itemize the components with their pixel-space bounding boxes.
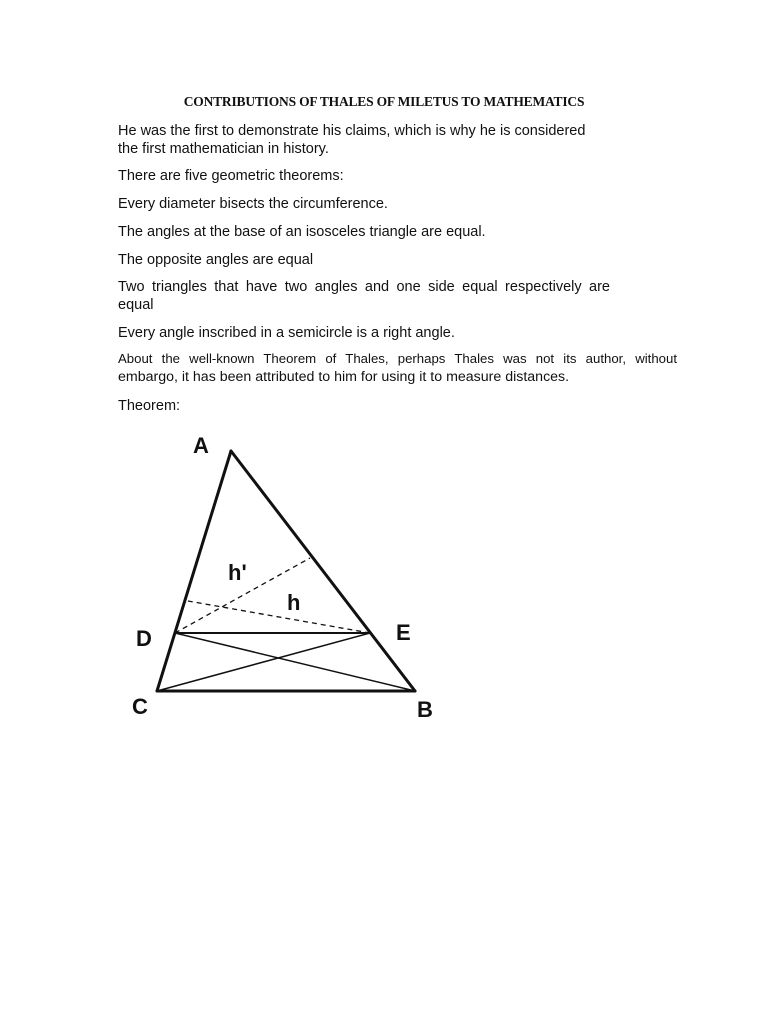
label-d: D xyxy=(136,626,152,651)
height-h xyxy=(188,601,370,633)
paragraph-first-mathematician xyxy=(118,122,585,158)
theorem-heading: Theorem: xyxy=(118,398,181,414)
label-c: C xyxy=(132,694,148,719)
paragraph-line: He was the first to demonstrate his claims, which is why he is considered xyxy=(118,123,586,139)
paragraph-line: About the well-known Theorem of Thales, perhaps Thales was not its author, without xyxy=(118,351,677,366)
side-ab xyxy=(231,451,415,691)
label-a: A xyxy=(193,433,209,458)
theorem-isosceles: The angles at the base of an isosceles triangle are equal. xyxy=(118,224,486,240)
theorem-diameter: Every diameter bisects the circumference. xyxy=(118,196,388,212)
label-h-prime: h' xyxy=(228,560,247,585)
label-b: B xyxy=(417,697,433,722)
side-ac xyxy=(157,451,231,691)
theorem-congruent-triangles xyxy=(118,278,610,314)
document-title: CONTRIBUTIONS OF THALES OF MILETUS TO MATHEMATICS xyxy=(183,94,585,109)
paragraph-line: embargo, it has been attributed to him for using it to measure distances. xyxy=(118,369,570,385)
paragraph-line: equal xyxy=(118,297,154,313)
label-e: E xyxy=(396,620,411,645)
segment-ec xyxy=(157,633,370,691)
theorem-semicircle: Every angle inscribed in a semicircle is a right angle. xyxy=(118,325,455,341)
paragraph-line: Two triangles that have two angles and one side equal respectively are xyxy=(118,279,610,295)
label-h: h xyxy=(287,590,301,615)
thales-triangle-diagram xyxy=(120,425,450,725)
paragraph-five-theorems: There are five geometric theorems: xyxy=(118,168,344,184)
paragraph-line: the first mathematician in history. xyxy=(118,141,329,157)
paragraph-theorem-of-thales xyxy=(118,350,677,386)
theorem-opposite-angles: The opposite angles are equal xyxy=(118,252,314,268)
